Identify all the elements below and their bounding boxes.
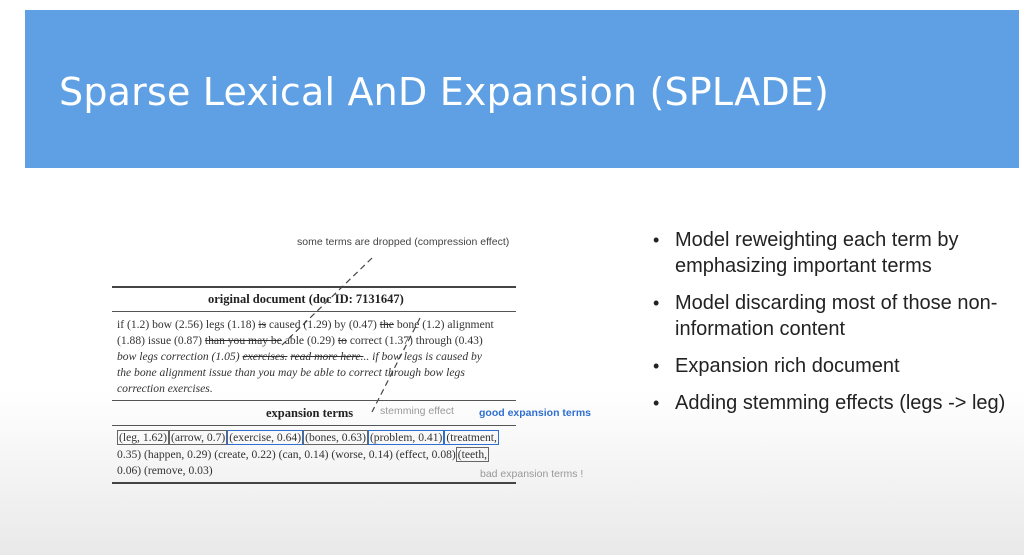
note-bad-expansion-terms: bad expansion terms ! <box>480 468 584 480</box>
bullet-icon: • <box>653 393 660 413</box>
stemming-pointer-line <box>372 318 420 412</box>
bullet-list <box>650 227 1010 427</box>
bullet-icon: • <box>653 356 660 376</box>
term-box: (bones, 0.63) <box>305 431 366 444</box>
dropped-term: to <box>337 334 347 347</box>
note-good-expansion-terms: good expansion terms <box>479 407 592 419</box>
doc-line-2 <box>117 334 483 347</box>
expansion-terms-heading: expansion terms <box>266 406 354 420</box>
doc-text: if bow legs is caused by <box>369 350 482 363</box>
doc-text: (1.88) issue (0.87) <box>117 334 205 347</box>
bullet-item <box>650 390 1010 416</box>
dropped-term: is <box>258 318 267 331</box>
good-term-box: (exercise, 0.64) <box>229 431 302 444</box>
doc-text: able (0.29) <box>281 334 338 347</box>
dropped-term: read more here. <box>290 350 364 363</box>
doc-line-5: correction exercises. <box>117 382 213 395</box>
bullet-item <box>650 353 1010 379</box>
term-box: (arrow, 0.7) <box>170 431 226 444</box>
expansion-line-1 <box>117 431 499 444</box>
doc-line-3 <box>117 350 482 363</box>
heading-rule <box>112 311 516 312</box>
bullet-text: Model reweighting each term by emphasizing important terms <box>675 229 959 277</box>
bad-term-box: (teeth, <box>457 448 488 461</box>
original-document-heading: original document (doc ID: 7131647) <box>208 292 404 306</box>
bullet-text: Adding stemming effects (legs -> leg) <box>675 392 1006 414</box>
dropped-term: the <box>379 318 394 331</box>
slide-title: Sparse Lexical AnD Expansion (SPLADE) <box>59 70 830 114</box>
dropped-term: exercises. <box>242 350 288 363</box>
expansion-rule <box>112 425 516 426</box>
doc-text: bow legs correction (1.05) <box>117 350 243 363</box>
bullet-text: Expansion rich document <box>675 355 900 377</box>
doc-line-1 <box>117 318 494 331</box>
note-stemming-effect: stemming effect <box>380 405 454 417</box>
bullet-item <box>650 227 1010 279</box>
doc-text: bone (1.2) alignment <box>393 318 494 331</box>
good-term-box: (problem, 0.41) <box>369 431 443 444</box>
bullet-item <box>650 290 1010 342</box>
doc-line-4: the bone alignment issue than you may be able to correct through bow legs <box>117 366 465 379</box>
expansion-text: 0.35) (happen, 0.29) (create, 0.22) (can, 0.14) (worse, 0.14) (effect, 0.08) <box>117 448 456 461</box>
bullet-icon: • <box>653 230 660 250</box>
doc-text: caused (1.29) by (0.47) <box>266 318 380 331</box>
bottom-rule <box>112 482 516 484</box>
good-term-box: (treatment, <box>446 431 497 444</box>
bullet-icon: • <box>653 293 660 313</box>
note-dropped-terms: some terms are dropped (compression effect) <box>297 236 510 248</box>
term-box: (leg, 1.62) <box>119 431 167 444</box>
section-rule <box>112 400 516 401</box>
expansion-line-2 <box>117 448 489 461</box>
top-rule <box>112 286 516 288</box>
expansion-line-3: 0.06) (remove, 0.03) <box>117 464 213 477</box>
dropped-term: than you may be <box>204 334 282 347</box>
bullet-text: Model discarding most of those non-information content <box>675 292 998 340</box>
doc-text: correct (1.37) through (0.43) <box>346 334 483 347</box>
doc-text: if (1.2) bow (2.56) legs (1.18) <box>117 318 259 331</box>
doc-text: .. <box>363 350 370 363</box>
